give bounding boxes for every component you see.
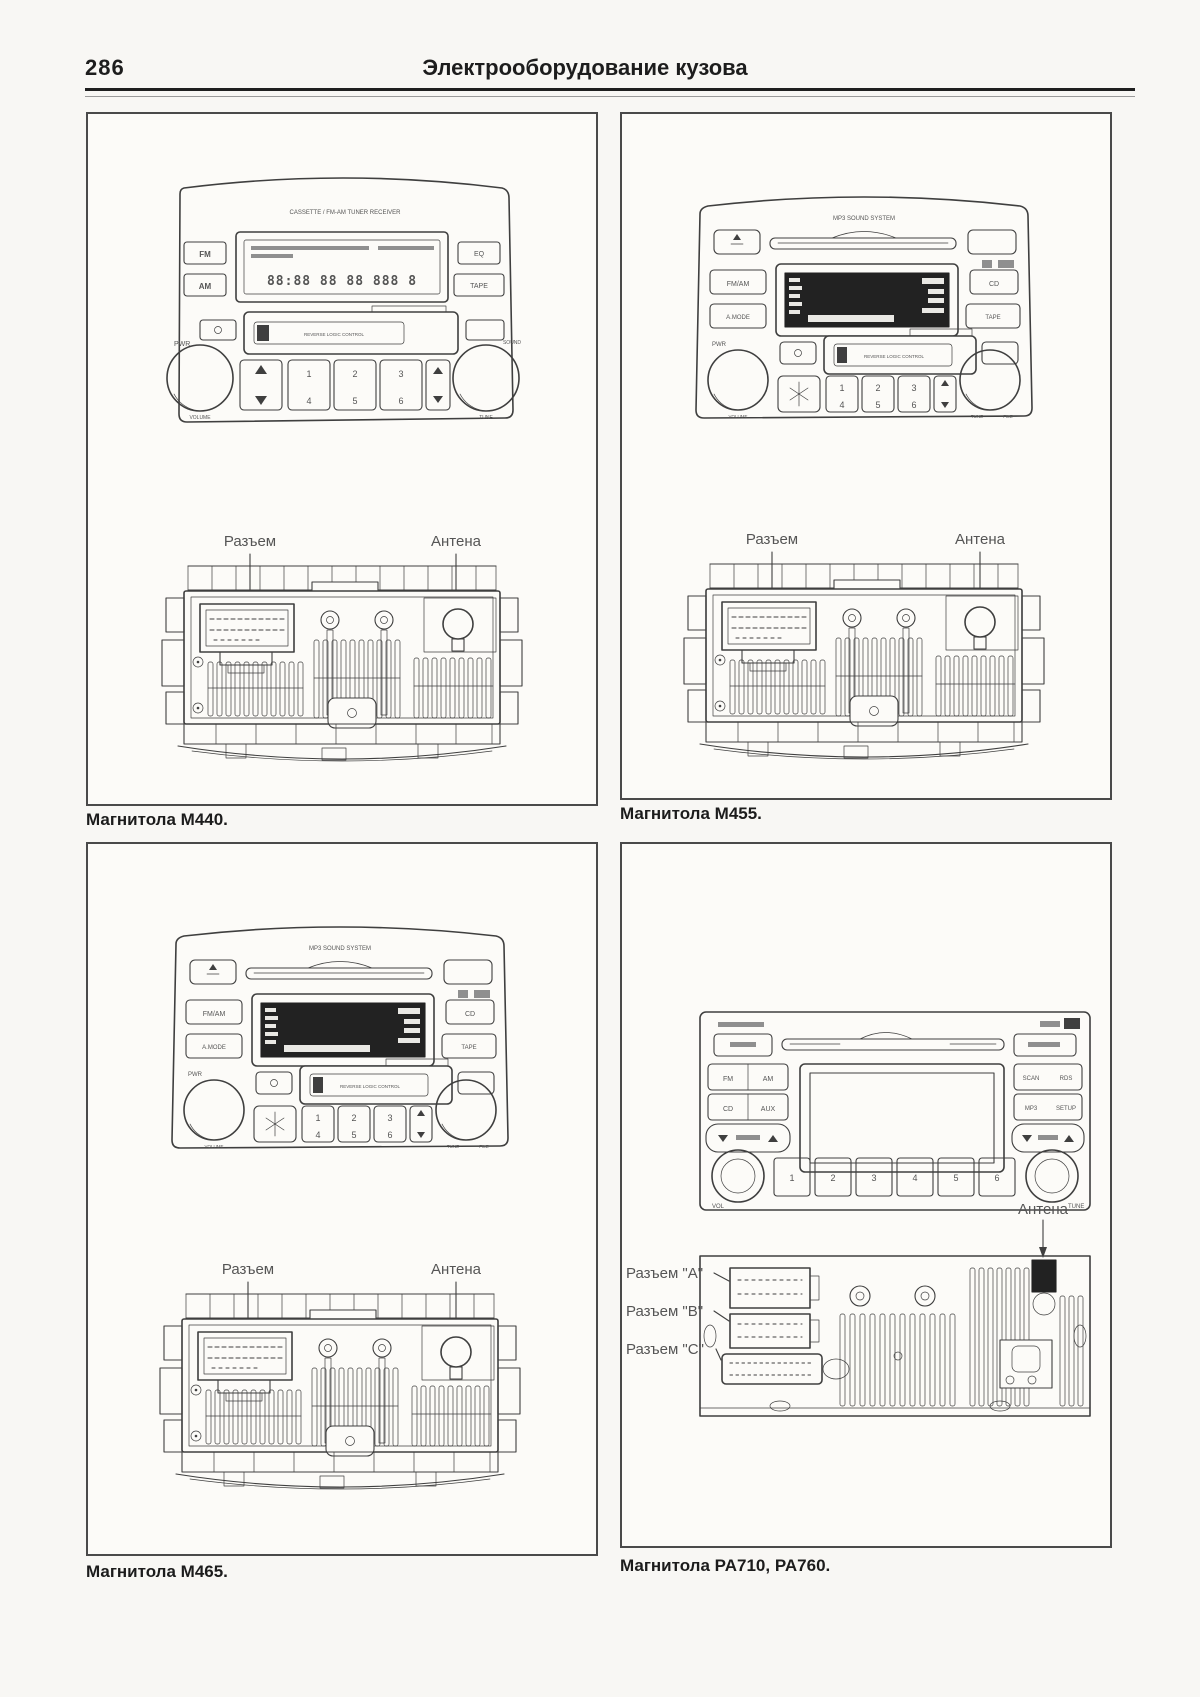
pa710-rds-button-label: RDS: [1059, 1076, 1073, 1082]
m465-preset-3: 3: [387, 1113, 393, 1123]
pa710-vol-label: VOL: [712, 1204, 725, 1210]
m440-display-digits: 88:88 88 88 888 8: [266, 274, 418, 289]
m465-file-label: FILE: [479, 1144, 489, 1149]
pa710-rear-view: [700, 1256, 1090, 1416]
m440-rear-view: [162, 566, 522, 761]
header-rule: [85, 88, 1135, 97]
pa710-preset-buttons: [774, 1158, 1015, 1196]
pa710-diagram: [622, 844, 1110, 1546]
pa710-tune-label: TUNE: [1068, 1204, 1085, 1210]
m440-preset-5: 5: [352, 396, 358, 406]
m465-cassette-label: REVERSE LOGIC CONTROL: [339, 1084, 401, 1089]
m440-cassette-slot: [200, 306, 504, 354]
m440-preset-2: 2: [352, 369, 358, 379]
m465-preset-1: 1: [315, 1113, 321, 1123]
pa710-preset-5: 5: [953, 1173, 959, 1183]
pa710-display: [800, 1064, 1004, 1172]
m465-tape-button-label: TAPE: [461, 1045, 477, 1051]
figure-panel-m455: [620, 112, 1112, 800]
m440-connector-callout: Разъем: [223, 533, 277, 550]
m440-preset-4: 4: [306, 396, 312, 406]
pa710-connector-c-callout: Разъем "C": [626, 1341, 704, 1358]
m455-preset-1: 1: [839, 383, 845, 393]
m455-cassette-label: REVERSE LOGIC CONTROL: [863, 354, 925, 359]
m455-preset-5: 5: [875, 400, 881, 410]
pa710-aux-button-label: AUX: [760, 1106, 776, 1113]
m440-preset-buttons: [240, 360, 450, 410]
m455-front-view: [696, 197, 1032, 419]
pa710-antenna-callout: Антена: [1018, 1201, 1068, 1218]
pa710-mp3-button-label: MP3: [1024, 1106, 1038, 1112]
m465-antenna-callout: Антена: [431, 1261, 481, 1278]
figure-panel-m440: [86, 112, 598, 806]
m465-connector-callout: Разъем: [221, 1261, 275, 1278]
m440-volume-knob: [167, 341, 233, 421]
m465-front-title: MP3 SOUND SYSTEM: [308, 946, 372, 952]
m440-eq-button-label: EQ: [473, 251, 485, 258]
m455-cd-button-label: CD: [988, 281, 1000, 288]
m440-diagram: [88, 114, 596, 804]
pa710-fm-button-label: FM: [722, 1076, 734, 1083]
pa710-cd-button-label: CD: [722, 1106, 734, 1113]
m440-preset-1: 1: [306, 369, 312, 379]
m440-front-view: [167, 178, 521, 422]
m455-tune-label: TUNE: [970, 414, 984, 419]
m465-fm-am-button-label: FM/AM: [202, 1011, 226, 1018]
caption-pa710: Магнитола PA710, PA760.: [620, 1556, 831, 1575]
pa710-preset-3: 3: [871, 1173, 877, 1183]
m455-antenna-callout: Антена: [955, 531, 1005, 548]
m455-file-label: FILE: [1003, 414, 1013, 419]
pa710-preset-6: 6: [994, 1173, 1000, 1183]
m455-front-title: MP3 SOUND SYSTEM: [832, 216, 896, 222]
m465-preset-5: 5: [351, 1130, 357, 1140]
m455-fm-am-button-label: FM/AM: [726, 281, 750, 288]
caption-m455: Магнитола М455.: [620, 804, 762, 823]
m465-preset-2: 2: [351, 1113, 357, 1123]
m440-display: [236, 232, 448, 302]
m465-front-view: [172, 927, 508, 1149]
m465-diagram: [88, 844, 596, 1554]
m440-cassette-label: REVERSE LOGIC CONTROL: [303, 332, 365, 337]
m465-preset-6: 6: [387, 1130, 393, 1140]
pa710-connector-b-callout: Разъем "B": [626, 1303, 704, 1320]
caption-m465: Магнитола М465.: [86, 1562, 228, 1581]
m440-antenna-callout: Антена: [431, 533, 481, 550]
m440-volume-label: VOLUME: [189, 415, 211, 421]
m440-preset-3: 3: [398, 369, 404, 379]
m455-rear-view: [684, 564, 1044, 759]
m440-pwr-label: PWR: [174, 341, 191, 348]
m440-fm-button-label: FM: [199, 250, 211, 259]
m455-volume-label: VOLUME: [728, 414, 748, 419]
m465-tune-label: TUNE: [446, 1144, 460, 1149]
pa710-preset-1: 1: [789, 1173, 795, 1183]
m465-rear-view: [160, 1294, 520, 1489]
pa710-front-view: [700, 1012, 1090, 1210]
m455-pwr-label: PWR: [712, 342, 726, 348]
m455-diagram: [622, 114, 1110, 798]
pa710-am-button-label: AM: [762, 1076, 774, 1083]
pa710-preset-2: 2: [830, 1173, 836, 1183]
m440-tune-label: TUNE: [479, 415, 493, 421]
pa710-setup-button-label: SETUP: [1055, 1106, 1077, 1112]
m465-preset-4: 4: [315, 1130, 321, 1140]
m465-volume-label: VOLUME: [204, 1144, 224, 1149]
page-number: 286: [85, 55, 125, 80]
pa710-connector-a-callout: Разъем "A": [626, 1265, 704, 1282]
figure-panel-pa710: [620, 842, 1112, 1548]
m440-tape-button-label: TAPE: [470, 283, 488, 290]
m465-amode-button-label: A.MODE: [202, 1045, 226, 1051]
m455-preset-2: 2: [875, 383, 881, 393]
m455-preset-6: 6: [911, 400, 917, 410]
m455-preset-4: 4: [839, 400, 845, 410]
page-title: Электрооборудование кузова: [422, 55, 748, 80]
m465-cd-button-label: CD: [464, 1011, 476, 1018]
m440-am-button-label: AM: [198, 282, 212, 291]
m455-connector-callout: Разъем: [745, 531, 799, 548]
pa710-preset-4: 4: [912, 1173, 918, 1183]
pa710-volume-knob: [712, 1150, 764, 1210]
m455-tape-button-label: TAPE: [985, 315, 1001, 321]
m440-front-title: CASSETTE / FM-AM TUNER RECEIVER: [289, 210, 401, 216]
pa710-antenna-connector: [1032, 1260, 1056, 1292]
m455-preset-3: 3: [911, 383, 917, 393]
caption-m440: Магнитола М440.: [86, 810, 228, 829]
m455-amode-button-label: A.MODE: [726, 315, 750, 321]
figure-panel-m465: [86, 842, 598, 1556]
pa710-scan-button-label: SCAN: [1022, 1076, 1040, 1082]
m465-pwr-label: PWR: [188, 1072, 202, 1078]
m440-sound-label: SOUND: [502, 340, 522, 346]
m440-preset-6: 6: [398, 396, 404, 406]
